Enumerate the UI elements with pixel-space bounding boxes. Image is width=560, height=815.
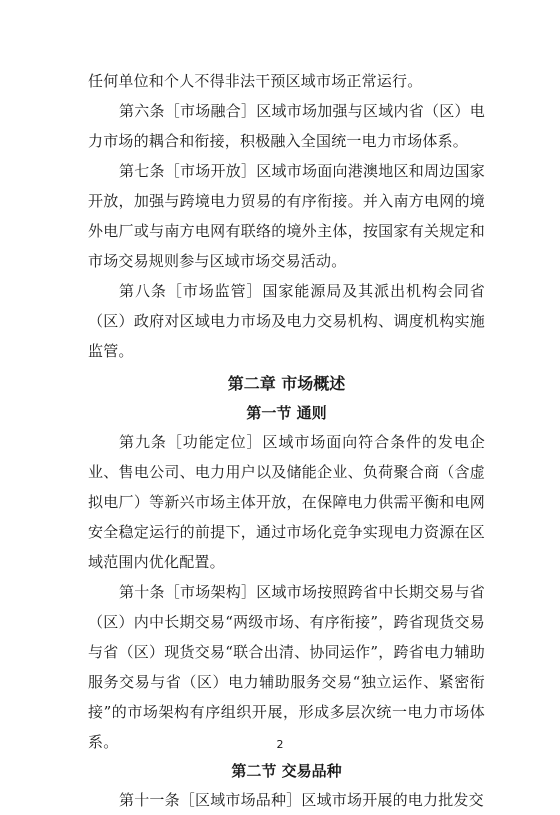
article-6: 第六条［市场融合］区域市场加强与区域内省（区）电力市场的耦合和衔接，积极融入全国统一电力市场体系。 bbox=[88, 102, 485, 150]
section-1-heading: 第一节 通则 bbox=[246, 404, 327, 422]
article-8: 第八条［市场监管］国家能源局及其派出机构会同省（区）政府对区域电力市场及电力交易机构、调度机构实施监管。 bbox=[88, 282, 485, 360]
article-11: 第十一条［区域市场品种］区域市场开展的电力批发交 bbox=[119, 791, 484, 809]
article-10: 第十条［市场架构］区域市场按照跨省中长期交易与省（区）内中长期交易“两级市场、有序衔接”，跨省现货交易与省（区）现货交易“联合出清、协同运作”，跨省电力辅助服务交易与省（区）电力辅助服务交易“独立运作、紧密衔接”的市场架构有序组织开展，形成多层次统一电力市场体系。 bbox=[88, 583, 485, 751]
section-2-heading: 第二节 交易品种 bbox=[231, 762, 342, 780]
chapter-2-heading: 第二章 市场概述 bbox=[227, 374, 346, 393]
paragraph-continuation: 任何单位和个人不得非法干预区域市场正常运行。 bbox=[88, 72, 423, 90]
page-content bbox=[88, 66, 485, 815]
page-number: 2 bbox=[276, 738, 284, 751]
article-9: 第九条［功能定位］区域市场面向符合条件的发电企业、售电公司、电力用户以及储能企业、负荷聚合商（含虚拟电厂）等新兴市场主体开放，在保障电力供需平衡和电网安全稳定运行的前提下，通过市场化竞争实现电力资源在区域范围内优化配置。 bbox=[88, 433, 485, 571]
article-7: 第七条［市场开放］区域市场面向港澳地区和周边国家开放，加强与跨境电力贸易的有序衔接。并入南方电网的境外电厂或与南方电网有联络的境外主体，按国家有关规定和市场交易规则参与区域市场交易活动。 bbox=[88, 162, 485, 270]
